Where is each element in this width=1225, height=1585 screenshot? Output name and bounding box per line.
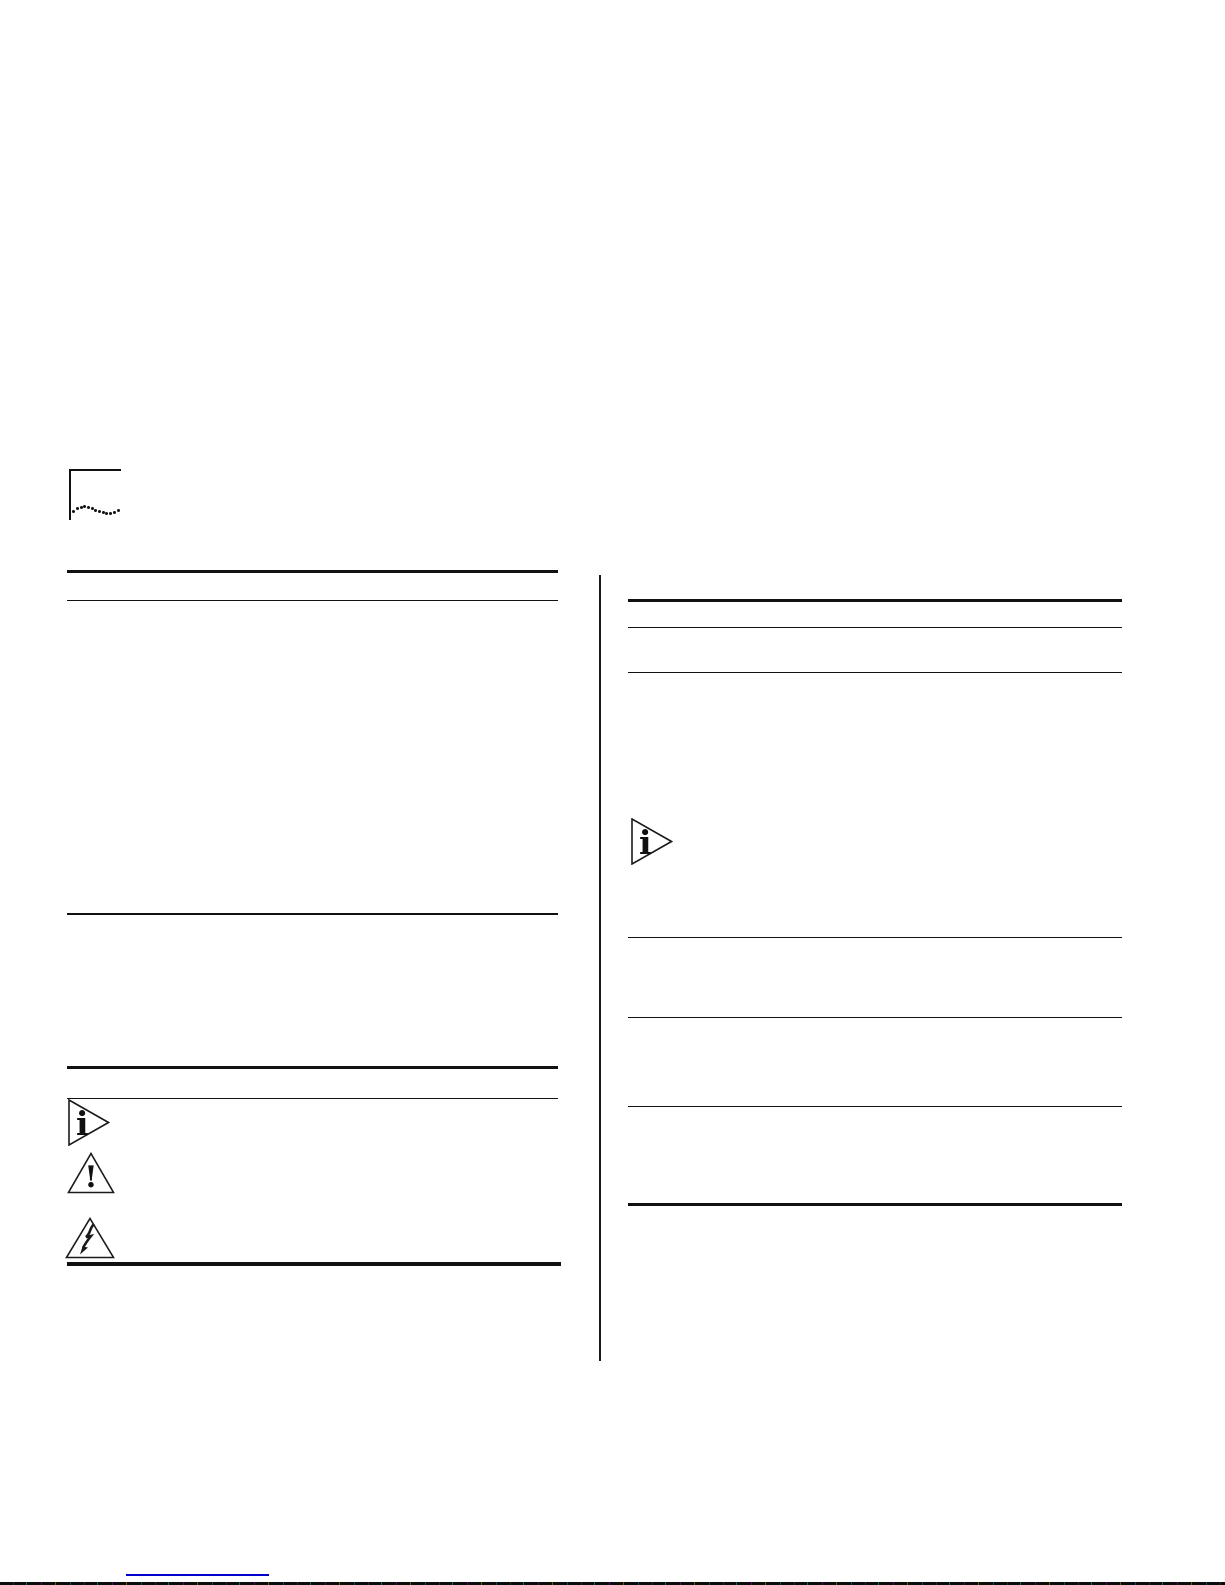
caution-glyph: ! xyxy=(84,1160,98,1194)
right-section-rule-heavy-top xyxy=(628,599,1122,602)
logo-wave-dot xyxy=(105,512,108,515)
electrical-warning-icon xyxy=(65,1217,115,1259)
right-section-rule-thin-3 xyxy=(628,937,1122,938)
footer-link-underline[interactable] xyxy=(126,1574,269,1576)
logo-wave-dot xyxy=(94,509,97,512)
right-section-rule-thin-4 xyxy=(628,1017,1122,1018)
logo-wave-dot xyxy=(117,509,120,512)
info-glyph: i xyxy=(76,1104,89,1143)
info-note-icon xyxy=(631,818,673,865)
logo-corner-rule-horizontal xyxy=(69,469,121,471)
left-section-rule-heavy-mid xyxy=(67,1066,558,1069)
right-section-rule-thin-2 xyxy=(628,672,1122,673)
logo-wave-dot xyxy=(109,512,112,515)
info-glyph: i xyxy=(639,823,652,862)
logo-wave-dot xyxy=(87,506,90,509)
logo-wave-dot xyxy=(113,511,116,514)
left-section-rule-heavy-top xyxy=(67,570,558,573)
logo-wave-dot xyxy=(83,505,86,508)
logo-wave-dot xyxy=(72,510,75,513)
logo-wave-dot xyxy=(76,507,79,510)
column-divider-rule xyxy=(599,575,601,1361)
left-section-rule-thin-top xyxy=(67,600,558,601)
left-section-rule-thin-mid xyxy=(67,1098,558,1099)
logo-corner-rule-vertical xyxy=(69,469,71,520)
dotted-wave-logo-mark xyxy=(69,469,125,523)
right-section-rule-heavy-bottom xyxy=(628,1203,1122,1206)
left-section-rule-medium xyxy=(67,913,558,915)
right-section-rule-thin-5 xyxy=(628,1106,1122,1107)
info-note-icon xyxy=(68,1099,110,1146)
left-section-rule-heavy-bottom xyxy=(67,1262,561,1266)
caution-icon xyxy=(67,1152,115,1194)
logo-wave-dot xyxy=(98,510,101,513)
right-section-rule-thin-1 xyxy=(628,627,1122,628)
